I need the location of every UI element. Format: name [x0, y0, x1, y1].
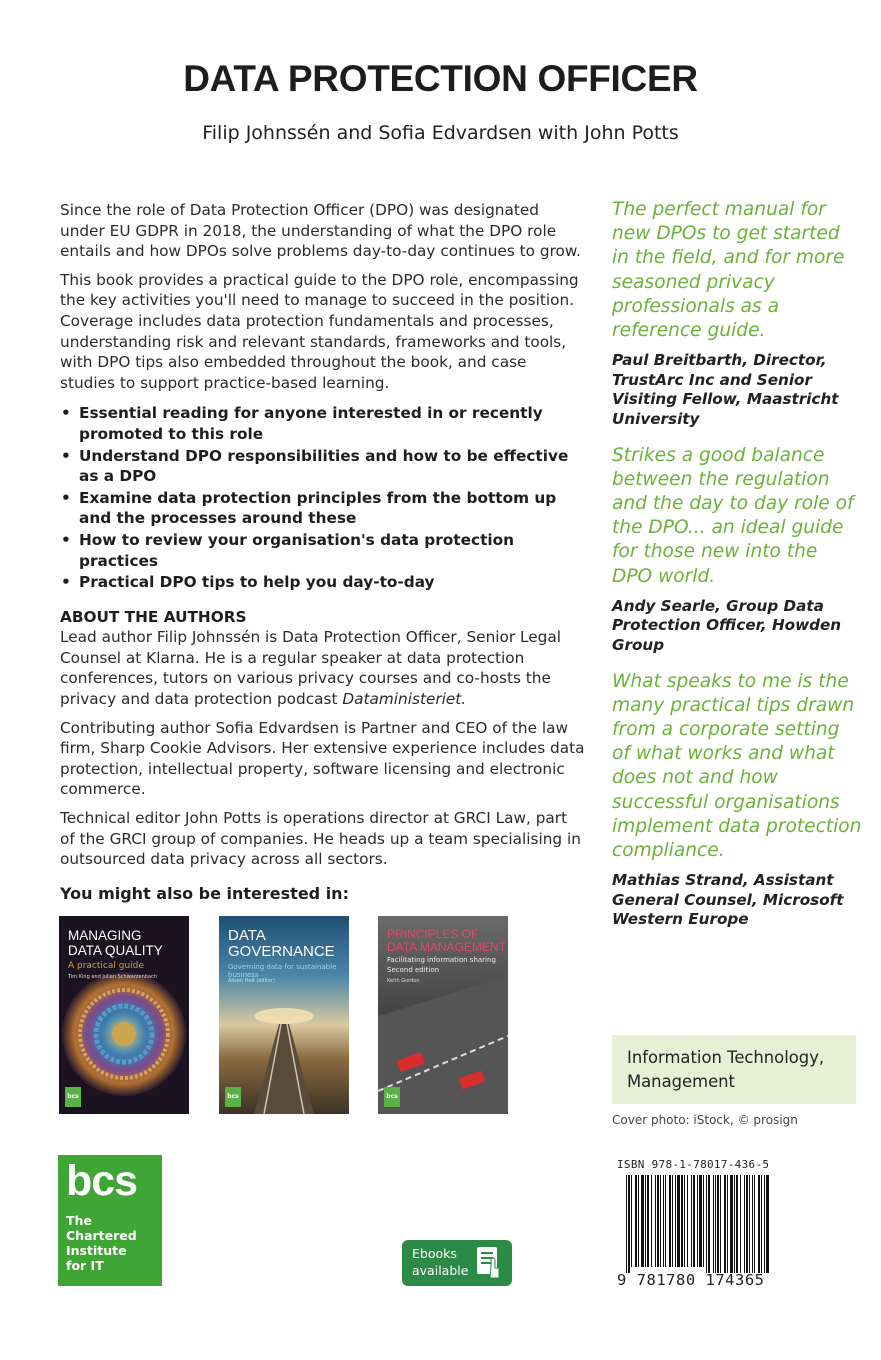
barcode-bar	[708, 1175, 710, 1273]
barcode-bar	[761, 1175, 762, 1273]
bcs-tagline: The Chartered Institute for IT	[66, 1213, 137, 1273]
barcode-bar	[693, 1175, 695, 1267]
quote-attribution: Mathias Strand, Assistant General Counsel, Microsoft Western Europe	[612, 871, 844, 929]
about-authors-heading: ABOUT THE AUTHORS	[60, 607, 247, 626]
barcode-bar	[764, 1175, 765, 1273]
quote-text: What speaks to me is the many practical tips drawn from a corporate setting of what works and what does not and how successful organisations implement data protection compliance.	[612, 670, 862, 862]
barcode-digits: 9 781780 174365	[617, 1271, 765, 1289]
bcs-wordmark: bcs	[66, 1157, 138, 1205]
barcode-bar	[740, 1175, 741, 1273]
barcode-bar	[730, 1175, 733, 1273]
barcode-bar	[720, 1175, 721, 1273]
ebook-reader-icon	[474, 1246, 504, 1280]
barcode-bar	[681, 1175, 683, 1267]
related-book-data-governance[interactable]	[219, 916, 349, 1114]
related-books-heading: You might also be interested in:	[60, 884, 349, 903]
barcode-bar	[697, 1175, 698, 1267]
barcode-bar	[669, 1175, 671, 1267]
book-subtitle: A practical guide	[68, 961, 144, 971]
quote-attribution: Paul Breitbarth, Director, TrustArc Inc and Senior Visiting Fellow, Maastricht University	[612, 351, 839, 428]
quote-text: Strikes a good balance between the regulation and the day to day role of the DPO... an ideal guide for those new into the DPO world.	[612, 444, 854, 587]
barcode-bar	[655, 1175, 656, 1267]
book-title-text: MANAGING DATA QUALITY	[68, 928, 163, 958]
feature-bullets	[60, 403, 585, 592]
about-text: Lead author Filip Johnssén is Data Protection Officer, Senior Legal Counsel at Klarna. He is a regular speaker at data protection conferences, tutors on various privacy courses and co-hosts the privacy and data protection podcast	[60, 628, 562, 709]
barcode-bar	[724, 1175, 726, 1273]
barcode-bar	[657, 1175, 659, 1267]
barcode-bar	[638, 1175, 639, 1267]
barcode-bar	[727, 1175, 728, 1273]
book-authors-small: Tim King and Julian Schwarzenbach	[68, 974, 157, 980]
barcode-bar	[665, 1175, 666, 1267]
bullet-item: • Essential reading for anyone interested in or recently promoted to this role	[60, 403, 585, 444]
barcode-bar	[717, 1175, 719, 1273]
bcs-small-logo: bcs	[225, 1087, 241, 1107]
barcode-bar	[754, 1175, 755, 1273]
barcode-bar	[677, 1175, 680, 1267]
barcode-bar	[736, 1175, 738, 1273]
subject-line-1: Information Technology,	[627, 1048, 825, 1067]
barcode-bar	[706, 1175, 707, 1273]
barcode-bar	[749, 1175, 750, 1273]
bullet-item: • Practical DPO tips to help you day-to-day	[60, 572, 585, 593]
intro-paragraph-2: This book provides a practical guide to the DPO role, encompassing the key activities you'll need to manage to succeed in the position. Coverage includes data protection fundamentals and processes, understanding risk and relevant standards, frameworks and tools, with DPO tips also embedded throughout the book, and case studies to support practice-based learning.	[60, 270, 579, 392]
barcode-bar	[703, 1175, 704, 1267]
subject-category-box	[612, 1035, 856, 1104]
book-title: DATA PROTECTION OFFICER	[183, 58, 698, 99]
barcode-bar	[626, 1175, 627, 1273]
book-title-text: DATA GOVERNANCE	[228, 927, 335, 960]
quote-attribution: Andy Searle, Group Data Protection Officer, Howden Group	[612, 596, 842, 654]
bullet-item: • Understand DPO responsibilities and how to be effective as a DPO	[60, 446, 585, 487]
description-column	[60, 200, 585, 878]
quote-text: The perfect manual for new DPOs to get started in the field, and for more seasoned privacy professionals as a reference guide.	[612, 199, 845, 342]
bcs-small-logo: bcs	[384, 1087, 400, 1107]
barcode-bar	[752, 1175, 753, 1273]
barcode-bar	[647, 1175, 649, 1267]
barcode-bar	[663, 1175, 664, 1267]
book-authors-small: Alison Holt (editor)	[228, 978, 275, 984]
barcode-bar	[641, 1175, 644, 1267]
barcode-bar	[675, 1175, 676, 1267]
bullet-item: • Examine data protection principles from the bottom up and the processes around these	[60, 488, 585, 529]
quotes-column	[612, 198, 862, 944]
barcode-bar	[691, 1175, 692, 1267]
bcs-small-logo: bcs	[65, 1087, 81, 1107]
book-subtitle: Facilitating information sharing	[387, 956, 496, 964]
subject-line-2: Management	[627, 1072, 735, 1091]
intro-paragraph-1: Since the role of Data Protection Officer (DPO) was designated under EU GDPR in 2018, the understanding of what the DPO role entails and how DPOs solve problems day-to-day continues to grow.	[60, 201, 581, 261]
barcode-bar	[766, 1175, 769, 1273]
about-paragraph-1	[60, 627, 585, 709]
barcode-bar	[672, 1175, 673, 1267]
barcode-bars	[626, 1175, 772, 1273]
book-subtitle: Governing data for sustainable business	[228, 963, 337, 979]
barcode-bar	[715, 1175, 716, 1273]
barcode-bar	[628, 1175, 630, 1273]
barcode-bar	[687, 1175, 688, 1267]
barcode-bar	[713, 1175, 714, 1273]
barcode-bar	[660, 1175, 661, 1267]
book-title-text: PRINCIPLES OF DATA MANAGEMENT	[387, 927, 506, 954]
podcast-name: Dataministeriet.	[342, 690, 467, 709]
barcode-bar	[758, 1175, 760, 1273]
isbn-barcode	[617, 1158, 772, 1288]
book-edition: Second edition	[387, 966, 440, 974]
book-authors-small: Keith Gordon	[387, 978, 420, 984]
bcs-logo	[58, 1155, 162, 1286]
ebooks-available-badge	[402, 1240, 512, 1286]
barcode-bar	[631, 1175, 632, 1267]
barcode-bar	[684, 1175, 685, 1267]
cover-photo-credit: Cover photo: iStock, © prosign	[612, 1113, 798, 1127]
about-paragraph-3: Technical editor John Potts is operations director at GRCI Law, part of the GRCI group of companies. He heads up a team specialising in outsourced data privacy across all sectors.	[60, 809, 581, 869]
barcode-bar	[734, 1175, 735, 1273]
book-authors: Filip Johnssén and Sofia Edvardsen with John Potts	[202, 122, 679, 144]
barcode-bar	[645, 1175, 646, 1267]
barcode-bar	[744, 1175, 745, 1273]
barcode-bar	[651, 1175, 652, 1267]
about-paragraph-2: Contributing author Sofia Edvardsen is Partner and CEO of the law firm, Sharp Cookie Advisors. Her extensive experience includes data protection, intellectual property, software licensing and electronic commerce.	[60, 718, 585, 799]
related-book-managing-data-quality[interactable]	[59, 916, 189, 1114]
isbn-text: ISBN 978-1-78017-436-5	[617, 1158, 770, 1171]
bullet-item: • How to review your organisation's data protection practices	[60, 530, 585, 571]
ebooks-text: Ebooks available	[412, 1246, 469, 1278]
barcode-bar	[746, 1175, 748, 1273]
barcode-bar	[635, 1175, 637, 1267]
barcode-bar	[699, 1175, 702, 1267]
related-book-principles-of-data-management[interactable]	[378, 916, 508, 1114]
